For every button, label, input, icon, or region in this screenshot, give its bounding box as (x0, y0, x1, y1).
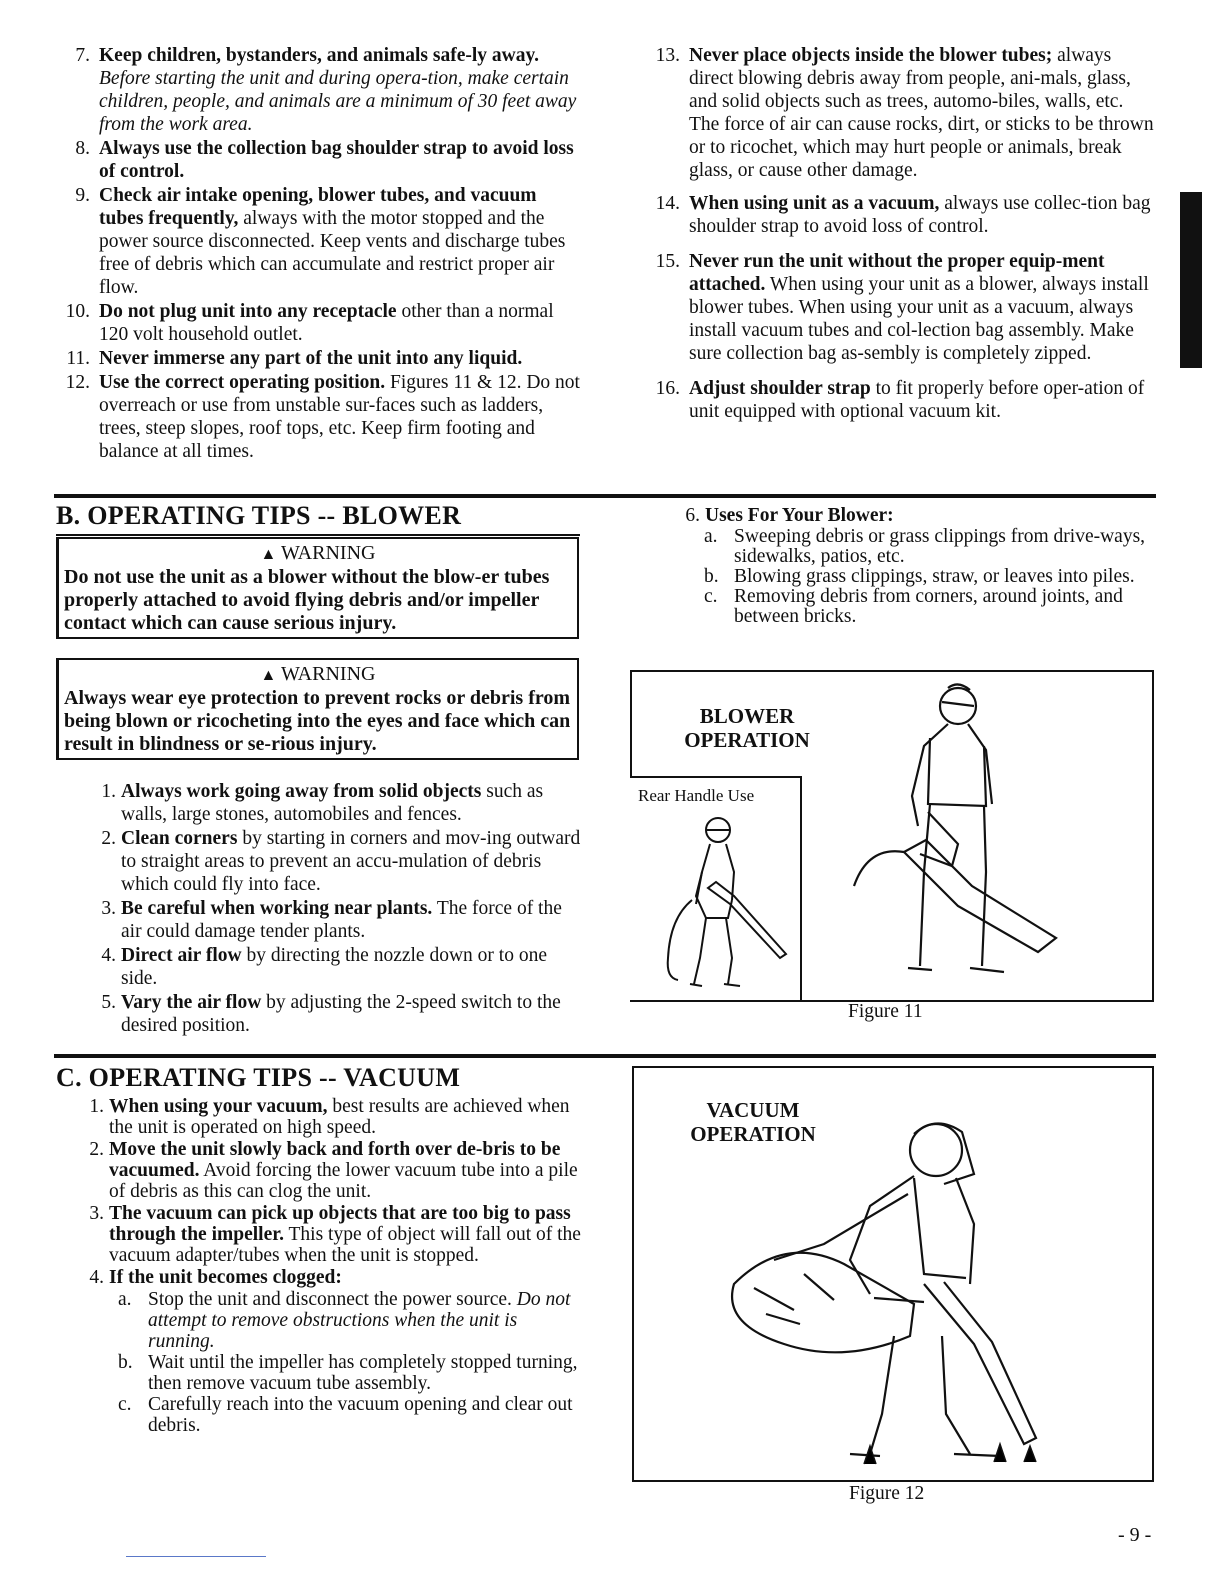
top-right-list (634, 44, 1156, 424)
sub-item: c. Removing debris from corners, around joints, and between bricks. (704, 586, 1123, 627)
warning-triangle-icon: ▲ (260, 667, 277, 684)
list-item: 10. Do not plug unit into any receptacle other than a normal 120 volt household outlet. (65, 301, 554, 345)
list-item: 6. Uses For Your Blower: (685, 505, 894, 526)
warning-text: Always wear eye protection to prevent rocks or debris from being blown or ricocheting into the eyes and face which can result in blindness or se-rious injury. (64, 687, 571, 755)
sub-item: a. Sweeping debris or grass clippings from drive-ways, sidewalks, patios, etc. (704, 526, 1146, 567)
section-divider (54, 1054, 1156, 1058)
warning-heading: ▲ WARNING (260, 663, 376, 685)
list-item: 9. Check air intake opening, blower tubes, and vacuum tubes frequently, always with the motor stopped and the power source disconnected. Keep vents and discharge tubes free of debris which can accumulate and restrict proper air flow. (75, 185, 566, 298)
section-c-heading: C. OPERATING TIPS -- VACUUM (56, 1063, 461, 1092)
sub-item: b. Wait until the impeller has completely stopped turning, then remove vacuum tube assembly. (118, 1352, 578, 1394)
section-b-heading: B. OPERATING TIPS -- BLOWER (56, 501, 462, 530)
list-item: 5. Vary the air flow by adjusting the 2-speed switch to the desired position. (101, 992, 561, 1036)
rear-handle-blower-illustration (630, 808, 800, 998)
warning-box-flying-debris (56, 537, 579, 639)
section-b-list (76, 780, 582, 1038)
figure-11-caption: Figure 11 (848, 1001, 923, 1022)
list-item: 4. Direct air flow by directing the nozzle down or to one side. (101, 945, 547, 989)
section-c-list (64, 1096, 584, 1436)
warning-text: Do not use the unit as a blower without the blow-er tubes properly attached to avoid flying debris and/or impeller contact which can cause serious injury. (64, 566, 550, 634)
list-item: 4. If the unit becomes clogged: (89, 1267, 342, 1288)
blower-operator-illustration (808, 676, 1148, 994)
figure-12-frame (632, 1066, 1154, 1482)
list-item: 1. When using your vacuum, best results are achieved when the unit is operated on high speed. (89, 1096, 570, 1138)
list-item: 8. Always use the collection bag shoulder strap to avoid loss of control. (75, 138, 574, 182)
list-item: 3. The vacuum can pick up objects that are too big to pass through the impeller. This type of object will fall out of the vacuum adapter/tubes when the unit is stopped. (89, 1203, 581, 1266)
figure-11-label: BLOWER OPERATION (684, 704, 810, 752)
figure-11-inset (630, 776, 802, 1000)
figure-11-frame (630, 670, 1154, 1002)
list-item: 1. Always work going away from solid objects such as walls, large stones, automobiles and fences. (101, 781, 544, 825)
section-divider (54, 494, 1156, 498)
decorative-line (126, 1556, 266, 1557)
blower-uses (660, 506, 1156, 627)
list-item: 16. Adjust shoulder strap to fit properly before oper-ation of unit equipped with optional vacuum kit. (655, 378, 1145, 422)
list-item: 14. When using unit as a vacuum, always use collec-tion bag shoulder strap to avoid loss of control. (655, 193, 1151, 237)
sub-item: c. Carefully reach into the vacuum opening and clear out debris. (118, 1394, 573, 1436)
list-item: 7. Keep children, bystanders, and animals safe-ly away. Before starting the unit and during opera-tion, make certain children, people, and animals are a minimum of 30 feet away from the work area. (75, 45, 577, 135)
warning-triangle-icon: ▲ (260, 546, 277, 563)
list-item: 15. Never run the unit without the proper equip-ment attached. When using your unit as a blower, always install blower tubes. When using your unit as a vacuum, always install vacuum tubes and col-lection bag assembly. Make sure collection bag as-sembly is completely zipped. (655, 251, 1149, 364)
warning-heading: ▲ WARNING (260, 542, 376, 564)
page-number: - 9 - (1118, 1524, 1152, 1546)
section-tab-marker (1180, 192, 1202, 368)
list-item: 2. Move the unit slowly back and forth over de-bris to be vacuumed. Avoid forcing the lower vacuum tube into a pile of debris as this can clog the unit. (89, 1139, 578, 1202)
list-item: 3. Be careful when working near plants. The force of the air could damage tender plants. (101, 898, 562, 942)
heading-underline (56, 534, 580, 536)
figure-12-caption: Figure 12 (849, 1483, 925, 1504)
top-left-list (44, 44, 584, 464)
list-item: 2. Clean corners by starting in corners and mov-ing outward to straight areas to prevent an accu-mulation of debris which could fly into face. (101, 828, 581, 895)
list-item: 13. Never place objects inside the blower tubes; always direct blowing debris away from people, ani-mals, glass, and solid objects such as trees, automo-biles, walls, etc. The force of air can cause rocks, dirt, or sticks to be thrown or to ricochet, which may hurt people or animals, break glass, or cause other damage. (655, 45, 1154, 181)
sub-item: a. Stop the unit and disconnect the power source. Do not attempt to remove obstructions when the unit is running. (118, 1289, 571, 1352)
inset-label: Rear Handle Use (638, 786, 755, 805)
figure-12-label: VACUUM OPERATION (690, 1098, 816, 1146)
warning-box-eye-protection (56, 658, 579, 760)
list-item: 12. Use the correct operating position. Figures 11 & 12. Do not overreach or use from unstable sur-faces such as ladders, trees, steep slopes, roof tops, etc. Keep firm footing and balance at all times. (65, 372, 580, 462)
list-item: 11. Never immerse any part of the unit into any liquid. (66, 348, 523, 369)
vacuum-operator-illustration (674, 1074, 1134, 1474)
sub-item: b. Blowing grass clippings, straw, or leaves into piles. (704, 566, 1135, 587)
